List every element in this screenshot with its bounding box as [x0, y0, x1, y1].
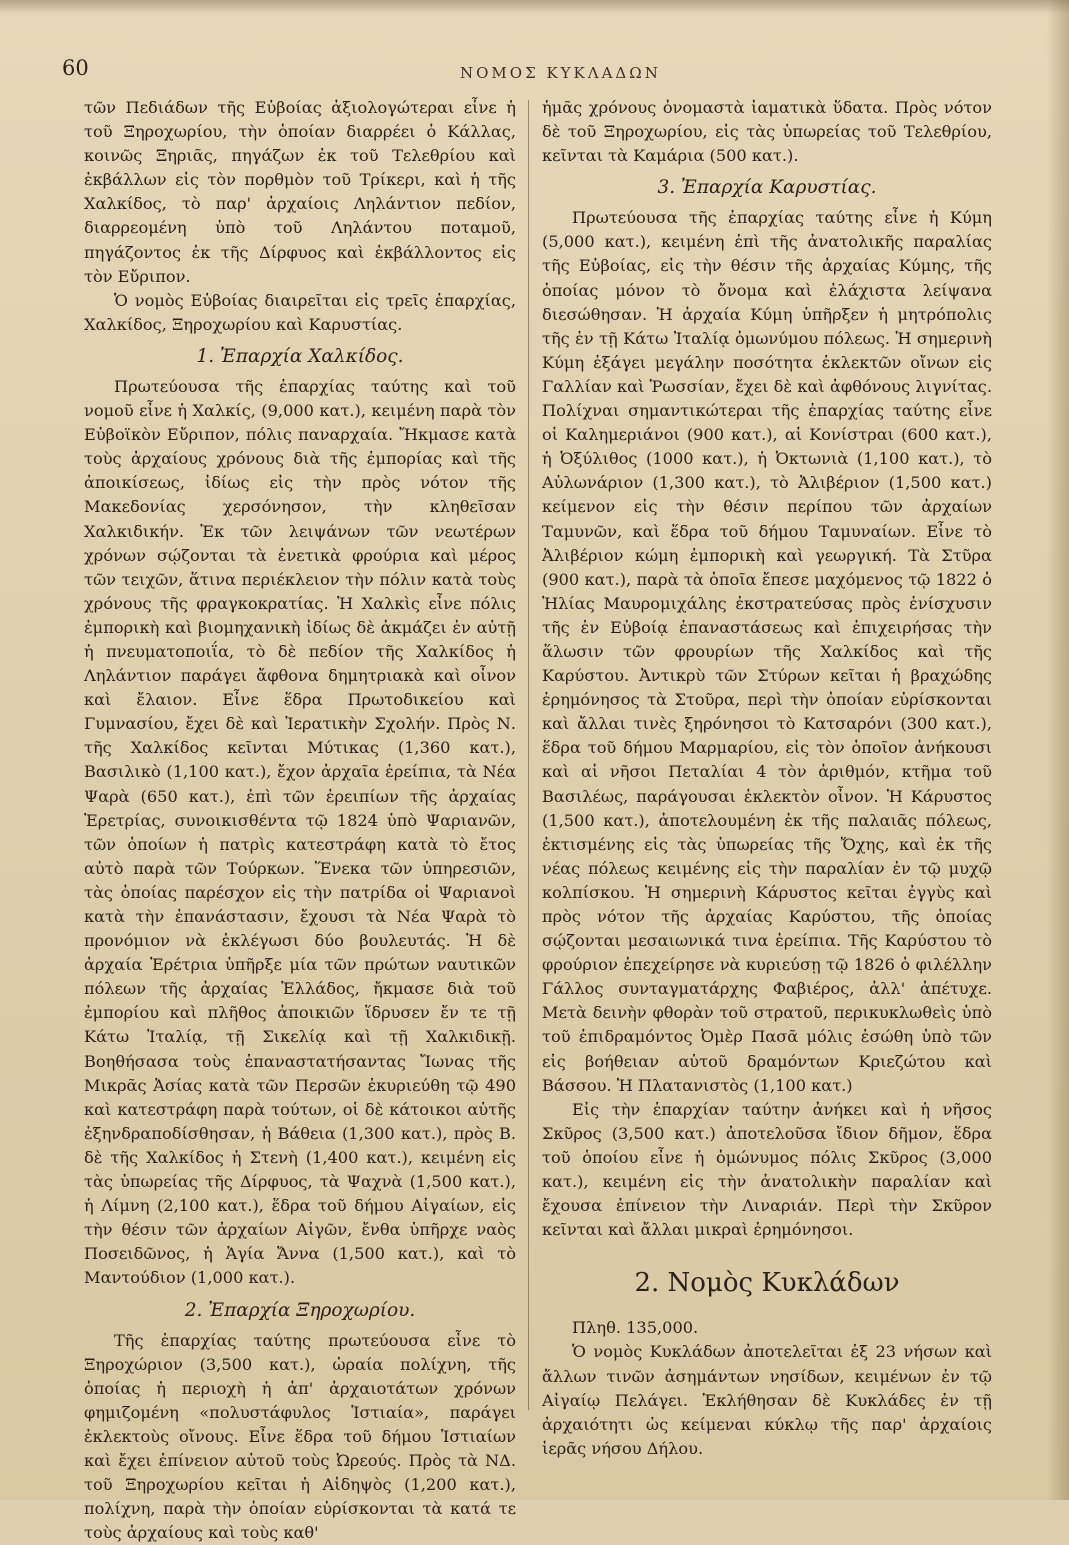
continuation-paragraph: ἡμᾶς χρόνους ὀνομαστὰ ἰαματικὰ ὕδατα. Πρὸς νότον δὲ τοῦ Ξηροχωρίου, εἰς τὰς ὑπωρείας τοῦ Τελεθρίου, κεῖνται τὰ Καμάρια (500 κατ.).: [542, 96, 992, 168]
column-divider: [528, 100, 529, 1410]
population-line: Πληθ. 135,000.: [542, 1316, 992, 1340]
cyclades-paragraph: Ὁ νομὸς Κυκλάδων ἀποτελεῖται ἐξ 23 νήσων καὶ ἄλλων τινῶν ἀσημάντων νησίδων, κειμένων ἐν τῷ Αἰγαίῳ Πελάγει. Ἐκλήθησαν δὲ Κυκλάδες ἐν τῇ ἀρχαιότητι ὡς κείμεναι κύκλῳ τῆς παρ' ἀρχαίοις ἱερᾶς νήσου Δήλου.: [542, 1340, 992, 1460]
section-heading-xirochori: 2. Ἐπαρχία Ξηροχωρίου.: [84, 1297, 516, 1325]
right-column: [542, 96, 992, 1461]
section-text-karystia: Πρωτεύουσα τῆς ἐπαρχίας ταύτης εἶνε ἡ Κύμη (5,000 κατ.), κειμένη ἐπὶ τῆς ἀνατολικῆς παραλίας τῆς Εὐβοίας, εἰς τὴν θέσιν τῆς ἀρχαίας Κύμης, τῆς ὁποίας μόνον τὸ ὄνομα καὶ ἐλάχιστα λείψανα διεσώθησαν. Ἡ ἀρχαία Κύμη ὑπῆρξεν ἡ μητρόπολις τῆς ἐν τῇ Κάτω Ἰταλίᾳ ὁμωνύμου πόλεως. Ἡ σημερινὴ Κύμη ἐξάγει μεγάλην ποσότητα ἐκλεκτῶν οἴνων εἰς Γαλλίαν καὶ Ῥωσσίαν, ἔχει δὲ καὶ ἀφθόνους λιγνίτας. Πολίχναι σημαντικώτεραι τῆς ἐπαρχίας ταύτης εἶνε οἱ Καλημεριάνοι (900 κατ.), αἱ Κονίστραι (600 κατ.), ἡ Ὀξύλιθος (1000 κατ.), ἡ Ὀκτωνιὰ (1,100 κατ.), τὸ Αὐλωνάριον (1,300 κατ.), τὸ Ἀλιβέριον (1,500 κατ.) κείμενον εἰς τὴν θέσιν περίπου τῶν ἀρχαίων Ταμυνῶν, καὶ ἕδρα τοῦ δήμου Ταμυναίων. Εἶνε τὸ Ἀλιβέριον κώμη ἐμπορικὴ καὶ γεωργική. Τὰ Στῦρα (900 κατ.), παρὰ τὰ ὁποῖα ἔπεσε μαχόμενος τῷ 1822 ὁ Ἠλίας Μαυρομιχάλης ἐκστρατεύσας πρὸς ἐνίσχυσιν τῆς ἐν Εὐβοίᾳ ἐπαναστάσεως καὶ ἐπιχειρήσας τὴν ἅλωσιν τῶν φρουρίων τῆς Χαλκίδος καὶ τῆς Καρύστου. Ἀντικρὺ τῶν Στύρων κεῖται ἡ βραχώδης ἐρημόνησος τὰ Στοῦρα, περὶ τὴν ὁποίαν εὑρίσκονται καὶ ἄλλαι τινὲς ξηρόνησοι τὸ Κατσαρόνι (300 κατ.), ἕδρα τοῦ δήμου Μαρμαρίου, εἰς τὸν ὁποῖον ἀνήκουσι καὶ αἱ νῆσοι Πεταλίαι 4 τὸν ἀριθμόν, κτῆμα τοῦ Βασιλέως, παράγουσαι ἐκλεκτὸν οἶνον. Ἡ Κάρυστος (1,500 κατ.), ἀποτελουμένη ἐκ τῆς παλαιᾶς πόλεως, ἐκτισμένης εἰς τὰς ὑπωρείας τῆς Ὄχης, καὶ ἐκ τῆς νέας πόλεως κειμένης εἰς τὴν παραλίαν ἐν τῷ μυχῷ κολπίσκου. Ἡ σημερινὴ Κάρυστος κεῖται ἐγγὺς καὶ πρὸς νότον τῆς ἀρχαίας Καρύστου, τῆς ὁποίας σῴζονται μεσαιωνικά τινα ἐρείπια. Τῆς Καρύστου τὸ φρούριον ἐπεχείρησε νὰ κυριεύσῃ τῷ 1826 ὁ φιλέλλην Γάλλος συνταγματάρχης Φαβιέρος, ἀλλ' ἀπέτυχε. Μετὰ δεινὴν φθορὰν τοῦ στρατοῦ, περικυκλωθεὶς ὑπὸ τοῦ ἐπιδραμόντος Ὀμὲρ Πασᾶ μόλις ἐσώθη ὑπὸ τῶν εἰς βοήθειαν αὐτοῦ δραμόντων Κριεζώτου καὶ Βάσσου. Ἡ Πλατανιστὸς (1,100 κατ.): [542, 206, 992, 1097]
left-column: [84, 96, 516, 1545]
section-text-xirochori: Τῆς ἐπαρχίας ταύτης πρωτεύουσα εἶνε τὸ Ξηροχώριον (3,500 κατ.), ὡραία πολίχνη, τῆς ὁποίας ἡ περιοχὴ ἡ ἀπ' ἀρχαιοτάτων χρόνων φημιζομένη «πολυστάφυλος Ἱστιαία», παράγει ἐκλεκτοὺς οἴνους. Εἶνε ἕδρα τοῦ δήμου Ἱστιαίων καὶ ἔχει ἐπίνειον αὐτοῦ τοὺς Ὠρεούς. Πρὸς τὰ ΝΔ. τοῦ Ξηροχωρίου κεῖται ἡ Αἰδηψὸς (1,200 κατ.), πολίχνη, παρὰ τὴν ὁποίαν εὑρίσκονται τὰ κατά τε τοὺς ἀρχαίους καὶ τοὺς καθ': [84, 1329, 516, 1545]
intro-paragraph: τῶν Πεδιάδων τῆς Εὐβοίας ἀξιολογώτεραι εἶνε ἡ τοῦ Ξηροχωρίου, τὴν ὁποίαν διαρρέει ὁ Κάλλας, κοινῶς Ξηριᾶς, πηγάζων ἐκ τοῦ Τελεθρίου καὶ ἐκβάλλων εἰς τὸν πορθμὸν τοῦ Τρίκερι, καὶ ἡ τῆς Χαλκίδος, τὸ παρ' ἀρχαίοις Ληλάντιον πεδίον, διαρρεομένη ὑπὸ τοῦ Ληλάντου ποταμοῦ, πηγάζοντος ἐκ τῆς Δίρφυος καὶ ἐκβάλλοντος εἰς τὸν Εὔριπον.: [84, 96, 516, 289]
section-heading-karystia: 3. Ἐπαρχία Καρυστίας.: [542, 174, 992, 202]
page-number: 60: [62, 56, 89, 80]
running-title: ΝΟΜΟΣ ΚΥΚΛΑΔΩΝ: [460, 64, 661, 82]
chapter-heading-cyclades: 2. Νομὸς Κυκλάδων: [542, 1266, 992, 1300]
division-paragraph: Ὁ νομὸς Εὐβοίας διαιρεῖται εἰς τρεῖς ἐπαρχίας, Χαλκίδος, Ξηροχωρίου καὶ Καρυστίας.: [84, 289, 516, 337]
section-heading-chalkis: 1. Ἐπαρχία Χαλκίδος.: [84, 343, 516, 371]
page-shadow-right: [1047, 0, 1069, 1500]
section-text-chalkis: Πρωτεύουσα τῆς ἐπαρχίας ταύτης καὶ τοῦ νομοῦ εἶνε ἡ Χαλκίς, (9,000 κατ.), κειμένη παρὰ τὸν Εὐβοϊκὸν Εὔριπον, πόλις παναρχαία. Ἤκμασε κατὰ τοὺς ἀρχαίους χρόνους διὰ τῆς ἐμπορίας καὶ τῆς ἀποικίσεως, ἰδίως εἰς τὴν πρὸς νότον τῆς Μακεδονίας χερσόνησον, τὴν κληθεῖσαν Χαλκιδικήν. Ἐκ τῶν λειψάνων τῶν νεωτέρων χρόνων σῴζονται τὰ ἐνετικὰ φρούρια καὶ μέρος τῶν τειχῶν, ἅτινα περιέκλειον τὴν πόλιν κατὰ τοὺς χρόνους τῆς φραγκοκρατίας. Ἡ Χαλκὶς εἶνε πόλις ἐμπορικὴ καὶ βιομηχανικὴ ἰδίως δὲ ἀκμάζει ἐν αὐτῇ ἡ πνευματοποιΐα, τὸ δὲ πεδίον τῆς Χαλκίδος ἡ Ληλάντιον παράγει ἄφθονα δημητριακὰ καὶ οἶνον καὶ ἔλαιον. Εἶνε ἕδρα Πρωτοδικείου καὶ Γυμνασίου, ἔχει δὲ καὶ Ἱερατικὴν Σχολήν. Πρὸς Ν. τῆς Χαλκίδος κεῖνται Μύτικας (1,360 κατ.), Βασιλικὸ (1,100 κατ.), ἔχον ἀρχαῖα ἐρείπια, τὰ Νέα Ψαρὰ (650 κατ.), ἐπὶ τῶν ἐρειπίων τῆς ἀρχαίας Ἐρετρίας, συνοικισθέντα τῷ 1824 ὑπὸ Ψαριανῶν, τῶν ὁποίων ἡ πατρὶς κατεστράφη κατὰ τὸ ἔτος αὐτὸ παρὰ τῶν Τούρκων. Ἕνεκα τῶν ὑπηρεσιῶν, τὰς ὁποίας παρέσχον εἰς τὴν πατρίδα οἱ Ψαριανοὶ κατὰ τὴν ἐπανάστασιν, ἔχουσι τὰ Νέα Ψαρὰ τὸ προνόμιον νὰ ἐκλέγωσι δύο βουλευτάς. Ἡ δὲ ἀρχαία Ἐρέτρια ὑπῆρξε μία τῶν πρώτων ναυτικῶν πόλεων τῆς ἀρχαίας Ἑλλάδος, ἤκμασε διὰ τοῦ ἐμπορίου καὶ πλῆθος ἀποικιῶν ἵδρυσεν ἔν τε τῇ Κάτω Ἰταλίᾳ, τῇ Σικελίᾳ καὶ τῇ Χαλκιδικῇ. Βοηθήσασα τοὺς ἐπαναστατήσαντας Ἴωνας τῆς Μικρᾶς Ἀσίας κατὰ τῶν Περσῶν ἐκυριεύθη τῷ 490 καὶ κατεστράφη παρὰ τούτων, οἱ δὲ κάτοικοι αὐτῆς ἐξηνδραποδίσθησαν, ἡ Βάθεια (1,300 κατ.), πρὸς Β. δὲ τῆς Χαλκίδος ἡ Στενὴ (1,400 κατ.), κειμένη εἰς τὰς ὑπωρείας τῆς Δίρφυος, τὰ Ψαχνὰ (1,500 κατ.), ἡ Λίμνη (2,100 κατ.), ἕδρα τοῦ δήμου Αἰγαίων, εἰς τὴν θέσιν τῶν ἀρχαίων Αἰγῶν, ἔνθα ὑπῆρχε ναὸς Ποσειδῶνος, ἡ Ἁγία Ἄννα (1,500 κατ.), καὶ τὸ Μαντούδιον (1,000 κατ.).: [84, 375, 516, 1291]
page-shadow-top: [0, 0, 1069, 14]
skyros-paragraph: Εἰς τὴν ἐπαρχίαν ταύτην ἀνήκει καὶ ἡ νῆσος Σκῦρος (3,500 κατ.) ἀποτελοῦσα ἴδιον δῆμον, ἕδρα τοῦ ὁποίου εἶνε ἡ ὁμώνυμος πόλις Σκῦρος (3,000 κατ.), κειμένη εἰς τὴν ἀνατολικὴν παραλίαν καὶ ἔχουσα ἐπίνειον τὴν Λιναριάν. Περὶ τὴν Σκῦρον κεῖνται καὶ ἄλλαι μικραὶ ἐρημόνησοι.: [542, 1098, 992, 1243]
